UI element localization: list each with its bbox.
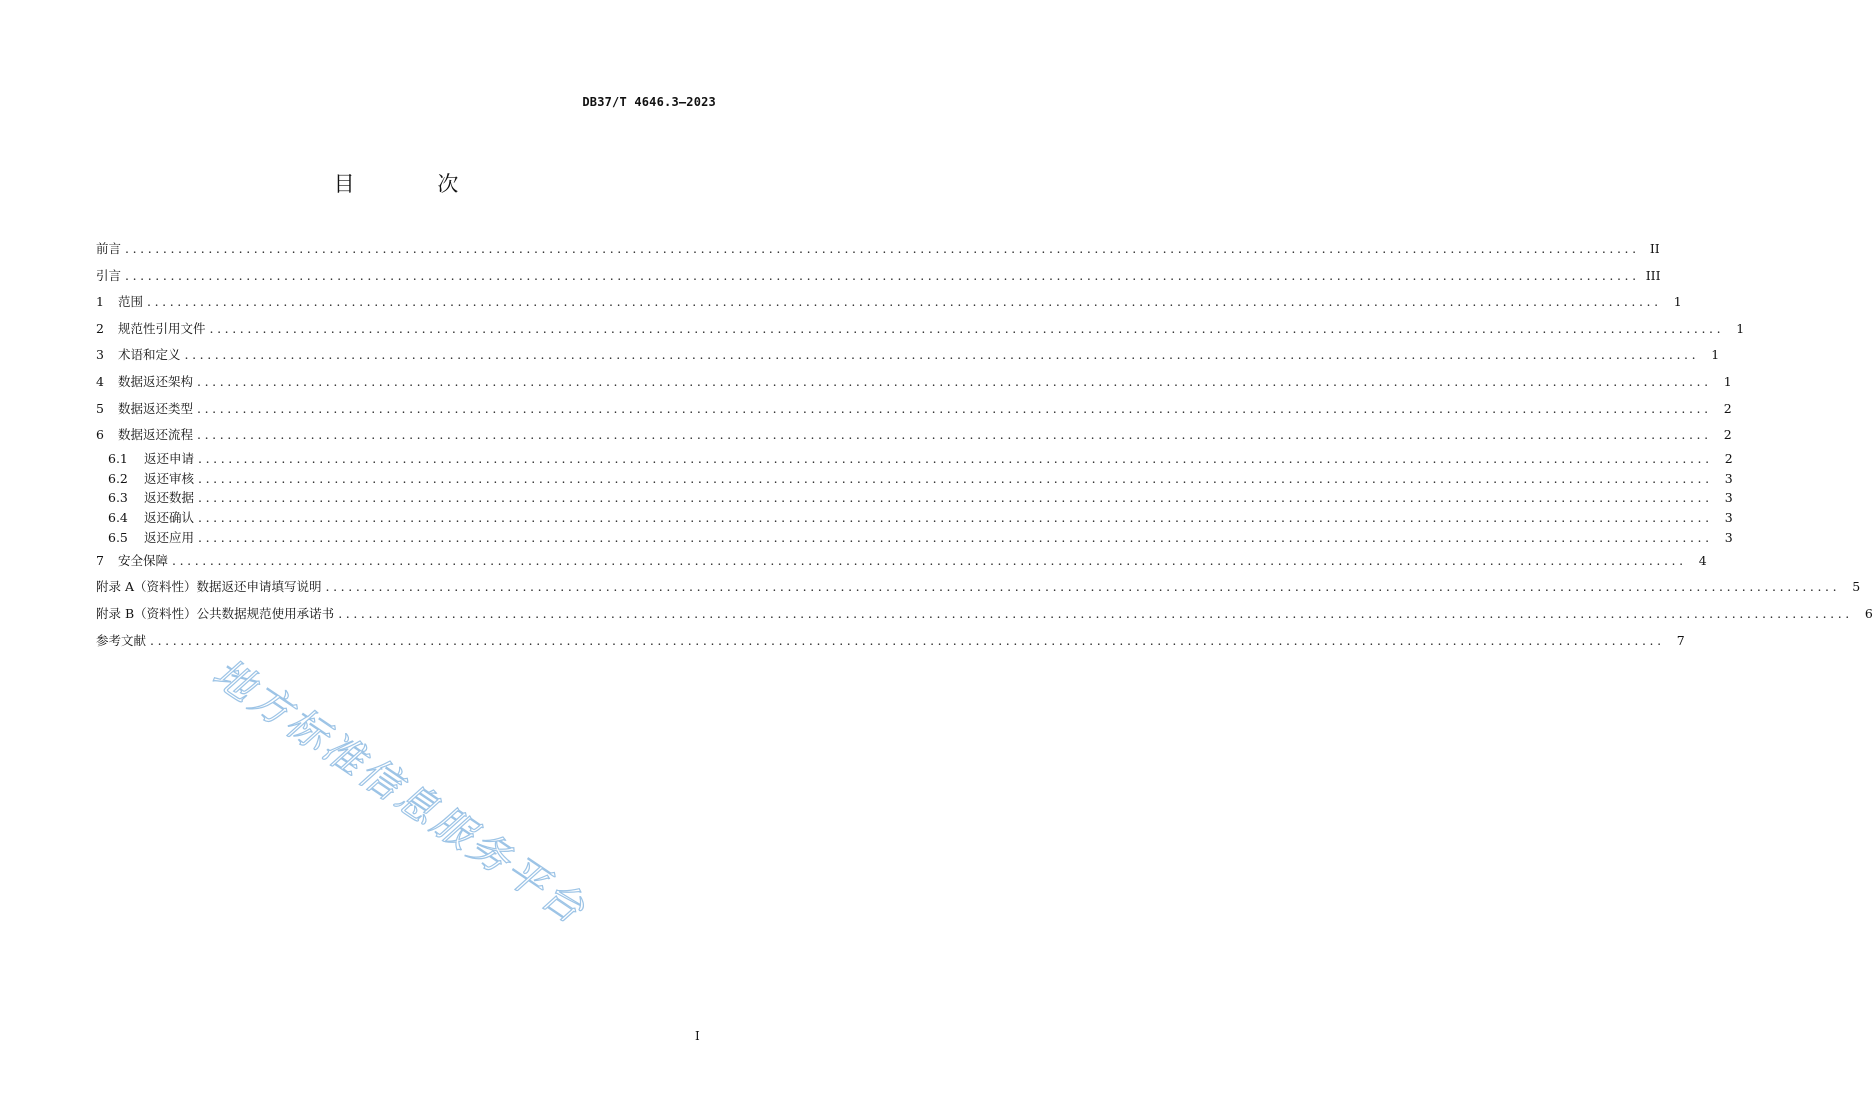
toc-entry-subtitle: 公共数据规范使用承诺书: [196, 605, 335, 621]
toc-entry[interactable]: [96, 236, 1660, 263]
dot-leader: ........................................................................................................................................................................................................: [172, 552, 1687, 568]
toc-entry[interactable]: [96, 574, 1861, 601]
toc-entry[interactable]: [96, 369, 1732, 396]
toc-entry-page: 7: [1676, 632, 1685, 648]
toc-entry[interactable]: [96, 548, 1707, 575]
toc-entry-page: 2: [1723, 427, 1732, 443]
toc-title: 目 次: [333, 172, 497, 196]
toc-entry-page: 1: [1711, 347, 1720, 363]
toc-entry[interactable]: [96, 342, 1720, 369]
toc-entry-title: 数据返还架构: [118, 373, 194, 389]
dot-leader: ........................................................................................................................................................................................................: [198, 470, 1713, 486]
toc-entry-number: 6.2: [108, 470, 128, 486]
toc-entry-page: 6: [1864, 605, 1873, 621]
toc-entry-number: 6.5: [108, 529, 128, 545]
toc-entry-title: 返还应用: [144, 529, 195, 545]
dot-leader: ........................................................................................................................................................................................................: [184, 347, 1700, 363]
toc-entry-page: 3: [1724, 510, 1733, 526]
toc-entry-number: 3: [96, 347, 104, 363]
dot-leader: ........................................................................................................................................................................................................: [198, 510, 1713, 526]
toc-entry-number: 2: [96, 320, 104, 336]
dot-leader: ........................................................................................................................................................................................................: [209, 320, 1725, 336]
svg-text:地方标准信息服务平台: 地方标准信息服务平台: [204, 650, 595, 935]
toc-entry-title: 引言: [96, 267, 122, 283]
toc-subentry[interactable]: [96, 488, 1733, 508]
toc-entry-title: 术语和定义: [118, 347, 181, 363]
toc-entry-page: 3: [1724, 470, 1733, 486]
dot-leader: ........................................................................................................................................................................................................: [125, 267, 1640, 283]
toc-entry-page: 1: [1736, 320, 1745, 336]
dot-leader: ........................................................................................................................................................................................................: [198, 490, 1713, 506]
toc-entry-number: 6.3: [108, 490, 128, 506]
toc-subentry[interactable]: [96, 528, 1733, 548]
dot-leader: ........................................................................................................................................................................................................: [150, 632, 1665, 648]
table-of-contents: [96, 236, 1873, 654]
toc-entry-page: 1: [1723, 373, 1732, 389]
toc-entry-page: 1: [1673, 294, 1682, 310]
dot-leader: ........................................................................................................................................................................................................: [198, 529, 1713, 545]
toc-entry-title: 返还审核: [144, 470, 195, 486]
page-number: I: [695, 1029, 700, 1043]
toc-entry-title: 返还数据: [144, 490, 195, 506]
toc-entry-title: 规范性引用文件: [118, 320, 206, 336]
dot-leader: ........................................................................................................................................................................................................: [198, 450, 1713, 466]
toc-entry-number: 5: [96, 400, 104, 416]
toc-entry[interactable]: [96, 628, 1685, 655]
toc-entry-title: 附录 B（资料性）: [96, 605, 197, 621]
toc-entry[interactable]: [96, 289, 1682, 316]
toc-subentry[interactable]: [96, 449, 1733, 469]
dot-leader: ........................................................................................................................................................................................................: [325, 579, 1841, 595]
toc-entry-number: 4: [96, 373, 104, 389]
toc-entry-title: 返还确认: [144, 510, 195, 526]
toc-subentry[interactable]: [96, 469, 1733, 489]
document-number: DB37/T 4646.3—2023: [582, 95, 716, 109]
toc-entry-title: 前言: [96, 241, 122, 256]
watermark-logo: [190, 640, 670, 940]
toc-entry-page: 2: [1724, 450, 1733, 466]
toc-entry[interactable]: [96, 601, 1873, 628]
toc-entry-page: 3: [1724, 529, 1733, 545]
toc-entry-title: 安全保障: [118, 552, 169, 568]
toc-entry[interactable]: [96, 422, 1732, 449]
toc-entry-page: 2: [1723, 400, 1732, 416]
dot-leader: ........................................................................................................................................................................................................: [197, 427, 1712, 443]
toc-entry-subtitle: 数据返还申请填写说明: [196, 579, 322, 595]
toc-entry-page: 3: [1724, 490, 1733, 506]
toc-entry[interactable]: [96, 263, 1661, 290]
toc-entry[interactable]: [96, 316, 1745, 343]
dot-leader: ........................................................................................................................................................................................................: [338, 605, 1853, 621]
toc-entry-title: 返还申请: [144, 450, 195, 466]
dot-leader: ........................................................................................................................................................................................................: [197, 373, 1712, 389]
toc-entry-title: 范围: [118, 294, 144, 310]
toc-entry-number: 6.4: [108, 510, 128, 526]
toc-subentry[interactable]: [96, 508, 1733, 528]
toc-entry-number: 7: [96, 552, 104, 568]
dot-leader: ........................................................................................................................................................................................................: [197, 400, 1712, 416]
toc-entry-page: 4: [1698, 552, 1707, 568]
toc-entry-title: 数据返还类型: [118, 400, 194, 416]
toc-entry-number: 6: [96, 427, 104, 443]
toc-entry-title: 数据返还流程: [118, 427, 194, 443]
toc-entry-title: 附录 A（资料性）: [96, 579, 197, 595]
toc-entry-title: 参考文献: [96, 632, 147, 648]
toc-entry-page: II: [1649, 241, 1660, 256]
toc-entry[interactable]: [96, 396, 1732, 423]
toc-entry-page: III: [1645, 267, 1661, 283]
dot-leader: ........................................................................................................................................................................................................: [125, 241, 1640, 256]
dot-leader: ........................................................................................................................................................................................................: [147, 294, 1662, 310]
toc-entry-number: 6.1: [108, 450, 128, 466]
toc-entry-page: 5: [1852, 579, 1861, 595]
toc-entry-number: 1: [96, 294, 104, 310]
